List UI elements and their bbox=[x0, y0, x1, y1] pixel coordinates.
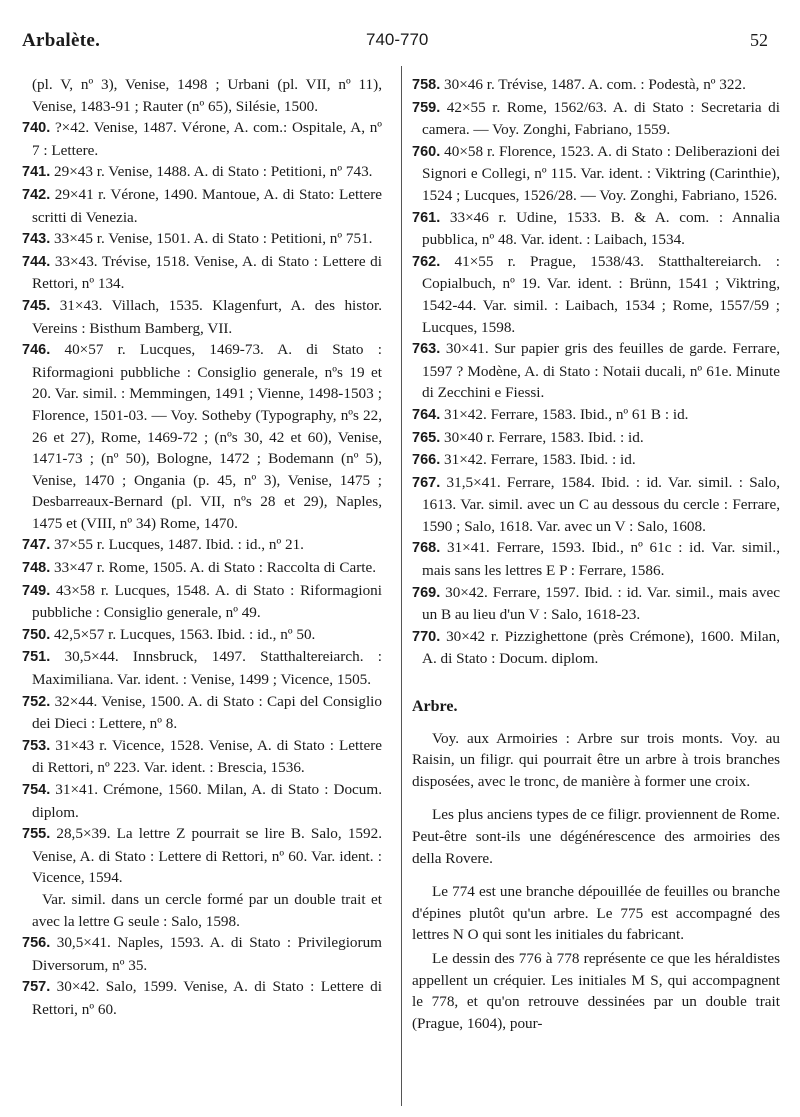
section-paragraph: Voy. aux Armoiries : Arbre sur trois monts. Voy. au Raisin, un filigr. qui pourrait être un arbre à trois branches disposées, avec le tronc, de manière à former une croix. bbox=[412, 729, 780, 790]
entry-748: 748. 33×47 r. Rome, 1505. A. di Stato : Raccolta di Carte. bbox=[22, 559, 377, 577]
entry-769: 769. 30×42. Ferrare, 1597. Ibid. : id. Var. simil., mais avec un B au lieu d'un V : Salo, 1618-23. bbox=[412, 583, 780, 624]
page-header bbox=[0, 0, 800, 64]
entry-number: 766. bbox=[412, 452, 441, 469]
entry-754: 754. 31×41. Crémone, 1560. Milan, A. di Stato : Docum. diplom. bbox=[22, 781, 382, 821]
entry-number: 752. bbox=[22, 693, 51, 710]
entry-number: 762. bbox=[412, 253, 441, 270]
entry-continuation: (pl. V, nº 3), Venise, 1498 ; Urbani (pl. VII, nº 11), Venise, 1483-91 ; Rauter (nº 65), Silésie, 1500. bbox=[32, 76, 382, 115]
entry-number: 760. bbox=[412, 143, 441, 160]
entry-747: 747. 37×55 r. Lucques, 1487. Ibid. : id., nº 21. bbox=[22, 536, 304, 554]
entry-number: 747. bbox=[22, 537, 51, 554]
entry-number: 758. bbox=[412, 77, 441, 93]
entry-number: 765. bbox=[412, 429, 441, 446]
entry-number: 770. bbox=[412, 628, 441, 645]
entry-763: 763. 30×41. Sur papier gris des feuilles de garde. Ferrare, 1597 ? Modène, A. di Stato : Notaii ducali, nº 61e. Minute di Zecchini e Fiessi. bbox=[412, 340, 780, 402]
entry-number: 745. bbox=[22, 297, 51, 314]
entry-number: 768. bbox=[412, 540, 441, 557]
entry-767: 767. 31,5×41. Ferrare, 1584. Ibid. : id. Var. simil. : Salo, 1613. Var. simil. avec un C au dessous du cercle : Ferrare, 1590 ; Salo, 1618. Var. avec un V : Salo, 1608. bbox=[412, 473, 780, 535]
entry-number: 749. bbox=[22, 582, 51, 599]
entry-751: 751. 30,5×44. Innsbruck, 1497. Statthaltereiarch. : Maximiliana. Var. ident. : Venise, 1499 ; Vicence, 1505. bbox=[22, 648, 382, 689]
entry-number: 740. bbox=[22, 120, 51, 137]
entry-number: 748. bbox=[22, 560, 51, 577]
entry-number: 767. bbox=[412, 474, 441, 491]
entry-740: 740. ?×42. Venise, 1487. Vérone, A. com.: Ospitale, A, nº 7 : Lettere. bbox=[22, 119, 382, 159]
entry-770: 770. 30×42 r. Pizzighettone (près Crémone), 1600. Milan, A. di Stato : Docum. diplom. bbox=[412, 627, 780, 668]
entry-755: 755. 28,5×39. La lettre Z pourrait se lire B. Salo, 1592. Venise, A. di Stato : Lettere di Rettori, nº 60. Var. ident. : Vicence, 1594. bbox=[22, 825, 382, 887]
entry-757: 757. 30×42. Salo, 1599. Venise, A. di Stato : Lettere di Rettori, nº 60. bbox=[22, 978, 382, 1018]
entry-745: 745. 31×43. Villach, 1535. Klagenfurt, A. des histor. Vereins : Bisthum Bamberg, VII. bbox=[22, 296, 382, 337]
entry-number: 742. bbox=[22, 186, 51, 203]
entry-759: 759. 42×55 r. Rome, 1562/63. A. di Stato : Secretaria di camera. — Voy. Zonghi, Fabriano, 1559. bbox=[412, 98, 780, 139]
entry-758: 758. 30×46 r. Trévise, 1487. A. com. : Podestà, nº 322. bbox=[412, 76, 746, 93]
entry-number: 763. bbox=[412, 341, 441, 358]
section-paragraph: Le 774 est une branche dépouillée de feuilles ou branche d'épines plutôt qu'un arbre. Le 775 est accompagné des lettres N O qui sont les initiales du fabricant. bbox=[412, 883, 780, 944]
entry-number: 759. bbox=[412, 99, 441, 116]
right-column bbox=[412, 74, 780, 1046]
entry-750: 750. 42,5×57 r. Lucques, 1563. Ibid. : id., nº 50. bbox=[22, 625, 316, 643]
section-heading-arbre: Arbre. bbox=[412, 698, 458, 716]
entry-766: 766. 31×42. Ferrare, 1583. Ibid. : id. bbox=[412, 451, 636, 469]
entry-number: 764. bbox=[412, 406, 441, 423]
entry-number: 757. bbox=[22, 979, 51, 996]
column-divider bbox=[401, 66, 402, 1106]
entry-744: 744. 33×43. Trévise, 1518. Venise, A. di Stato : Lettere di Rettori, nº 134. bbox=[22, 252, 382, 293]
entry-743: 743. 33×45 r. Venise, 1501. A. di Stato : Petitioni, nº 751. bbox=[22, 230, 373, 248]
entry-742: 742. 29×41 r. Vérone, 1490. Mantoue, A. di Stato: Lettere scritti di Venezia. bbox=[22, 185, 382, 226]
left-column bbox=[22, 74, 382, 1021]
entry-753: 753. 31×43 r. Vicence, 1528. Venise, A. di Stato : Lettere di Rettori, nº 223. Var. ident. : Brescia, 1536. bbox=[22, 736, 382, 777]
entry-749: 749. 43×58 r. Lucques, 1548. A. di Stato : Riformagioni pubbliche : Consiglio generale, nº 49. bbox=[22, 581, 382, 622]
entry-764: 764. 31×42. Ferrare, 1583. Ibid., nº 61 B : id. bbox=[412, 405, 689, 423]
entry-number: 761. bbox=[412, 209, 441, 226]
entry-756: 756. 30,5×41. Naples, 1593. A. di Stato : Privilegiorum Diversorum, nº 35. bbox=[22, 934, 382, 974]
entry-number: 746. bbox=[22, 342, 51, 359]
entry-number: 750. bbox=[22, 626, 51, 643]
entry-number: 754. bbox=[22, 782, 51, 798]
entry-number: 743. bbox=[22, 231, 51, 248]
entry-number: 756. bbox=[22, 935, 51, 952]
entry-762: 762. 41×55 r. Prague, 1538/43. Statthaltereiarch. : Copialbuch, nº 19. Var. ident. : Brünn, 1541 ; Viktring, 1542-44. Var. simil. : Laibach, 1534 ; Rome, 1557/59 ; Lucques, 1598. bbox=[412, 252, 780, 336]
entry-760: 760. 40×58 r. Florence, 1523. A. di Stato : Deliberazioni dei Signori e Collegi, nº 115. Var. ident. : Viktring (Carinthie), 1524 ; Lucques, 1526/28. — Voy. Zonghi, Fabriano, 1526. bbox=[412, 142, 780, 204]
entry-761: 761. 33×46 r. Udine, 1533. B. & A. com. : Annalia pubblica, nº 48. Var. ident. : Laibach, 1534. bbox=[412, 208, 780, 249]
page-number: 52 bbox=[750, 30, 768, 50]
entry-765: 765. 30×40 r. Ferrare, 1583. Ibid. : id. bbox=[412, 428, 644, 446]
entry-number: 744. bbox=[22, 253, 51, 270]
entry-746: 746. 40×57 r. Lucques, 1469-73. A. di Stato : Riformagioni pubbliche : Consiglio generale, nºs 19 et 20. Var. simil. : Memmingen, 1491 ; Vienne, 1498-1503 ; Florence, 1501-03. — Voy. Sotheby (Typography, nºs 22, 26 et 27), Rome, 1469-72 ; (nºs 30, 42 et 60), Venise, 1471-73 ; (nº 50), Bologne, 1472 ; Bodemann (nº 5), Venise, 1470 ; Ongania (p. 45, nº 3), Venise, 1475 ; Desbarreaux-Bernard (pl. VII, nºs 28 et 29), Naples, 1475 et (VIII, nº 34) Rome, 1470. bbox=[22, 341, 382, 532]
entry-number: 769. bbox=[412, 584, 441, 601]
entry-number: 753. bbox=[22, 737, 51, 754]
section-paragraph: Les plus anciens types de ce filigr. proviennent de Rome. Peut-être sont-ils une dégénérescence des armoiries des della Rovere. bbox=[412, 806, 780, 867]
entry-number: 755. bbox=[22, 826, 51, 843]
entry-768: 768. 31×41. Ferrare, 1593. Ibid., nº 61c : id. Var. simil., mais sans les lettres E P : Ferrare, 1586. bbox=[412, 539, 780, 580]
entry-number: 741. bbox=[22, 164, 51, 181]
entry-752: 752. 32×44. Venise, 1500. A. di Stato : Capi del Consiglio dei Dieci : Lettere, nº 8. bbox=[22, 692, 382, 733]
section-paragraph: Le dessin des 776 à 778 représente ce que les héraldistes appellent un créquier. Les initiales M S, qui accompagnent le 778, et qu'on retrouve dessinées par un double trait (Prague, 1604), pour- bbox=[412, 949, 780, 1032]
running-head-title: Arbalète. bbox=[22, 30, 101, 51]
entry-741: 741. 29×43 r. Venise, 1488. A. di Stato : Petitioni, nº 743. bbox=[22, 163, 373, 181]
entry-755-variant: Var. simil. dans un cercle formé par un double trait et avec la lettre G seule : Salo, 1598. bbox=[32, 890, 382, 930]
entry-number: 751. bbox=[22, 649, 51, 666]
running-head-range: 740-770 bbox=[366, 30, 429, 49]
